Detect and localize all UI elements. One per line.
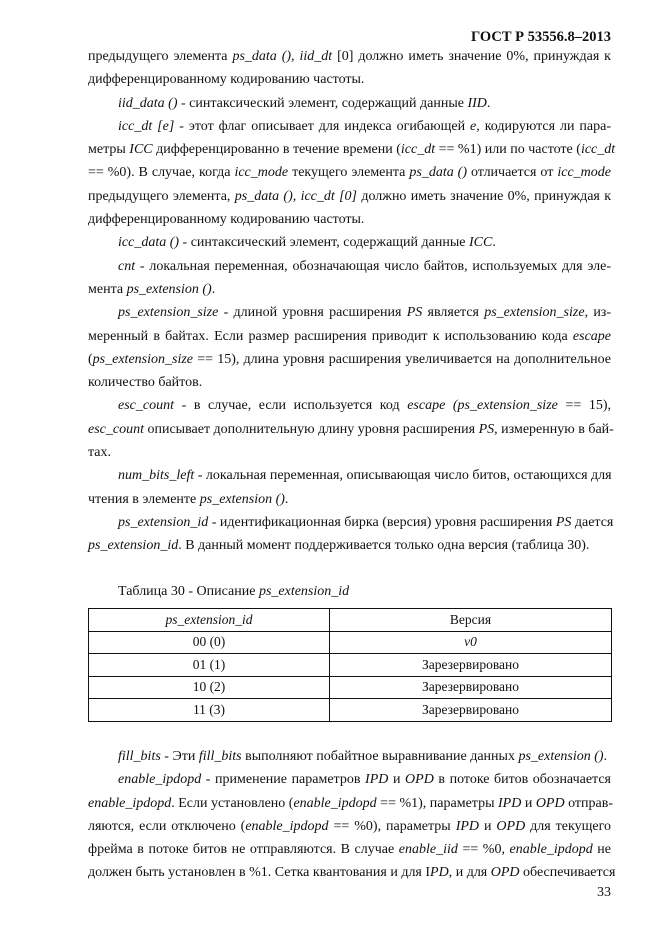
- italic-term: icc_dt: [580, 142, 616, 158]
- text-run: - синтаксический элемент, содержащий данные: [177, 95, 468, 111]
- text-line: [88, 768, 611, 791]
- table-header-row: [89, 609, 612, 632]
- text-line: [88, 838, 611, 861]
- italic-term: escape (ps_extension_size: [407, 398, 558, 414]
- header-cell: Версия: [330, 609, 612, 632]
- italic-term: enable_ipdopd: [118, 772, 202, 788]
- text-line: [88, 301, 611, 324]
- text-run: - локальная переменная, обозначающая число байтов, используемых для эле-: [135, 258, 611, 274]
- italic-term: fill_bits: [198, 749, 242, 764]
- text-run: - этот флаг описывает для индекса огибающей: [174, 118, 471, 134]
- caption-prefix: Таблица 30 - Описание: [118, 584, 259, 599]
- italic-term: ps_extension_id: [88, 538, 179, 554]
- italic-term: icc_dt: [400, 142, 436, 158]
- text-run: отличается от: [467, 165, 558, 181]
- text-line: [88, 815, 611, 838]
- italic-term: ps_extension_size: [118, 305, 219, 321]
- text-run: выполняют побайтное выравнивание данных: [241, 749, 519, 764]
- italic-term: IPD: [497, 795, 522, 811]
- text-line: [88, 488, 611, 511]
- italic-term: enable_ipdopd: [245, 818, 329, 834]
- italic-term: icc_data (): [118, 235, 180, 251]
- italic-term: IID: [467, 95, 487, 111]
- italic-term: enable_ipdopd: [293, 795, 377, 811]
- text-line: [88, 45, 611, 68]
- text-run: чтения в элементе: [88, 491, 200, 507]
- text-line: [88, 278, 611, 301]
- paragraph: [88, 231, 611, 254]
- text-run: меренный в байтах. Если размер расширения приводит к использованию кода: [88, 328, 573, 344]
- paragraph: [88, 45, 611, 92]
- text-line: [88, 745, 611, 768]
- text-run: предыдущего элемента,: [88, 188, 235, 204]
- text-run: ляются, если отключено (: [88, 818, 246, 834]
- text-line: [88, 231, 611, 254]
- text-run: фрейма в потоке битов не отправляются. В случае: [88, 842, 399, 858]
- italic-term: icc_mode: [557, 165, 611, 181]
- italic-term: iid_data (): [118, 95, 178, 111]
- text-run: , из-: [584, 305, 611, 321]
- italic-term: enable_iid: [398, 842, 458, 858]
- table-row: [89, 699, 612, 722]
- italic-term: ps_extension_id: [118, 514, 209, 530]
- paragraph: [88, 301, 611, 394]
- italic-term: ps_extension (): [126, 281, 212, 297]
- text-line: [88, 325, 611, 348]
- italic-term: enable_ipdopd: [509, 842, 593, 858]
- paragraph: [88, 745, 611, 768]
- text-line: [88, 511, 614, 534]
- table-row: [89, 654, 612, 677]
- text-run: , измеренную в бай-: [494, 421, 614, 437]
- table-row: [89, 631, 612, 654]
- text-run: == %1), параметры: [376, 795, 498, 811]
- text-run: - Эти: [160, 749, 199, 764]
- italic-term: icc_mode: [234, 165, 289, 181]
- table-cell: 01 (1): [89, 654, 330, 677]
- paragraph: [88, 115, 616, 231]
- table-30: [88, 608, 612, 722]
- italic-term: ICC: [468, 235, 493, 251]
- italic-term: IPD: [365, 772, 389, 788]
- text-line: [88, 92, 611, 115]
- italic-term: ps_extension_size: [92, 351, 193, 367]
- table-row: [89, 676, 612, 699]
- italic-term: PS: [406, 305, 423, 321]
- text-line: [88, 68, 611, 91]
- text-run: - длиной уровня расширения: [218, 305, 407, 321]
- text-run: и: [479, 818, 497, 834]
- text-run: не: [592, 842, 611, 858]
- italic-term: ps_data (): [409, 165, 468, 181]
- italic-term: OPD: [490, 865, 520, 881]
- text-line: [88, 208, 611, 231]
- table-caption: [118, 583, 349, 601]
- italic-term: num_bits_left: [118, 468, 195, 484]
- text-run: == %0), параметры: [328, 818, 456, 834]
- table-cell: 11 (3): [89, 699, 330, 722]
- paragraph: [88, 394, 614, 464]
- text-run: - применение параметров: [201, 772, 366, 788]
- text-run: отправ-: [564, 795, 614, 811]
- text-run: . Если установлено (: [171, 795, 294, 811]
- text-line: [88, 534, 611, 557]
- italic-term: enable_ipdopd: [88, 795, 172, 811]
- italic-term: IPD: [455, 818, 480, 834]
- text-run: .: [492, 235, 496, 251]
- text-run: , и для: [448, 865, 491, 881]
- text-run: .: [486, 95, 491, 111]
- text-run: дифференцированному кодированию частоты.: [88, 212, 365, 228]
- text-run: и: [521, 795, 536, 811]
- italic-term: PS: [478, 421, 495, 437]
- text-line: [88, 138, 616, 161]
- text-run: метры: [88, 142, 130, 158]
- text-line: [88, 348, 611, 371]
- text-run: должен быть установлен в %1. Сетка квантования и для I: [88, 865, 431, 881]
- text-line: [88, 161, 611, 184]
- italic-term: OPD: [496, 818, 526, 834]
- text-run: == %0,: [457, 842, 510, 858]
- italic-term: ps_data (), icc_dt [0]: [234, 188, 358, 204]
- text-run: .: [211, 281, 216, 297]
- document-header: ГОСТ Р 53556.8–2013: [471, 29, 611, 45]
- body-text-bottom: [88, 745, 616, 885]
- italic-term: cnt: [118, 258, 136, 274]
- italic-term: ICC: [129, 142, 153, 158]
- text-run: .: [603, 749, 608, 764]
- page-number: 33: [597, 885, 611, 900]
- italic-term: esc_count: [88, 421, 144, 437]
- text-run: в потоке битов обозначается: [433, 772, 612, 788]
- paragraph: [88, 768, 616, 884]
- italic-term: e: [470, 118, 477, 134]
- text-run: .: [284, 491, 289, 507]
- body-text-top: [88, 45, 616, 558]
- italic-term: OPD: [535, 795, 565, 811]
- italic-term: fill_bits: [118, 749, 161, 764]
- text-run: (: [88, 351, 93, 367]
- text-run: текущего элемента: [288, 165, 410, 181]
- caption-name: ps_extension_id: [258, 584, 350, 599]
- italic-term: ps_extension (): [199, 491, 285, 507]
- text-line: [88, 115, 611, 138]
- text-run: - локальная переменная, описывающая число битов, остающихся для: [194, 468, 612, 484]
- text-run: и: [388, 772, 406, 788]
- text-run: количество байтов.: [88, 375, 203, 391]
- paragraph: [88, 511, 614, 558]
- text-run: мента: [88, 281, 127, 297]
- table-cell: [330, 631, 612, 654]
- text-line: [88, 371, 611, 394]
- table-cell: 10 (2): [89, 676, 330, 699]
- italic-term: icc_dt [e]: [118, 118, 175, 134]
- text-run: дифференцированно в течение времени (: [152, 142, 401, 158]
- text-run: == %1) или по частоте (: [435, 142, 581, 158]
- cell-text: v0: [464, 634, 477, 650]
- text-run: == 15), длина уровня расширения увеличивается на дополнительное: [193, 351, 611, 367]
- text-run: - синтаксический элемент, содержащий данные: [179, 235, 469, 251]
- italic-term: ps_data (), iid_dt: [232, 49, 333, 64]
- italic-term: PS: [555, 514, 572, 530]
- header-cell: [89, 609, 330, 632]
- text-line: [88, 792, 614, 815]
- text-run: описывает дополнительную длину уровня расширения: [143, 421, 479, 437]
- table-cell: Зарезервировано: [330, 699, 612, 722]
- italic-term: esc_count: [118, 398, 174, 414]
- text-line: [88, 441, 611, 464]
- italic-term: ps_extension (): [518, 749, 604, 764]
- text-line: [88, 394, 611, 417]
- table-cell: Зарезервировано: [330, 676, 612, 699]
- text-run: - в случае, если используется код: [173, 398, 408, 414]
- text-run: [0] должно иметь значение 0%, принуждая к: [332, 49, 611, 64]
- text-line: [88, 255, 611, 278]
- paragraph: [88, 464, 611, 511]
- text-run: тах.: [88, 445, 112, 461]
- text-line: [88, 185, 611, 208]
- text-run: . В данный момент поддерживается только одна версия (таблица 30).: [178, 538, 590, 554]
- text-run: для текущего: [525, 818, 611, 834]
- text-run: == %0). В случае, когда: [88, 165, 235, 181]
- text-run: == 15),: [557, 398, 612, 414]
- text-line: [88, 464, 611, 487]
- paragraph: [88, 92, 611, 115]
- text-run: дифференцированному кодированию частоты.: [88, 72, 365, 88]
- text-run: - идентификационная бирка (версия) уровня расширения: [208, 514, 556, 530]
- italic-term: OPD: [405, 772, 434, 788]
- table-cell: 00 (0): [89, 631, 330, 654]
- text-run: дается: [571, 514, 614, 530]
- table-cell: Зарезервировано: [330, 654, 612, 677]
- italic-term: ps_extension_size: [484, 305, 585, 321]
- header-text: ps_extension_id: [165, 611, 253, 627]
- paragraph: [88, 255, 611, 302]
- text-run: является: [422, 305, 485, 321]
- text-run: должно иметь значение 0%, принуждая к: [357, 188, 611, 204]
- text-line: [88, 418, 614, 441]
- text-run: , кодируются ли пара-: [476, 118, 611, 134]
- text-run: обеспечивается: [519, 865, 616, 881]
- italic-term: escape: [572, 328, 611, 344]
- text-run: предыдущего элемента: [88, 49, 233, 64]
- text-line: [88, 861, 616, 884]
- italic-term: PD: [430, 865, 449, 881]
